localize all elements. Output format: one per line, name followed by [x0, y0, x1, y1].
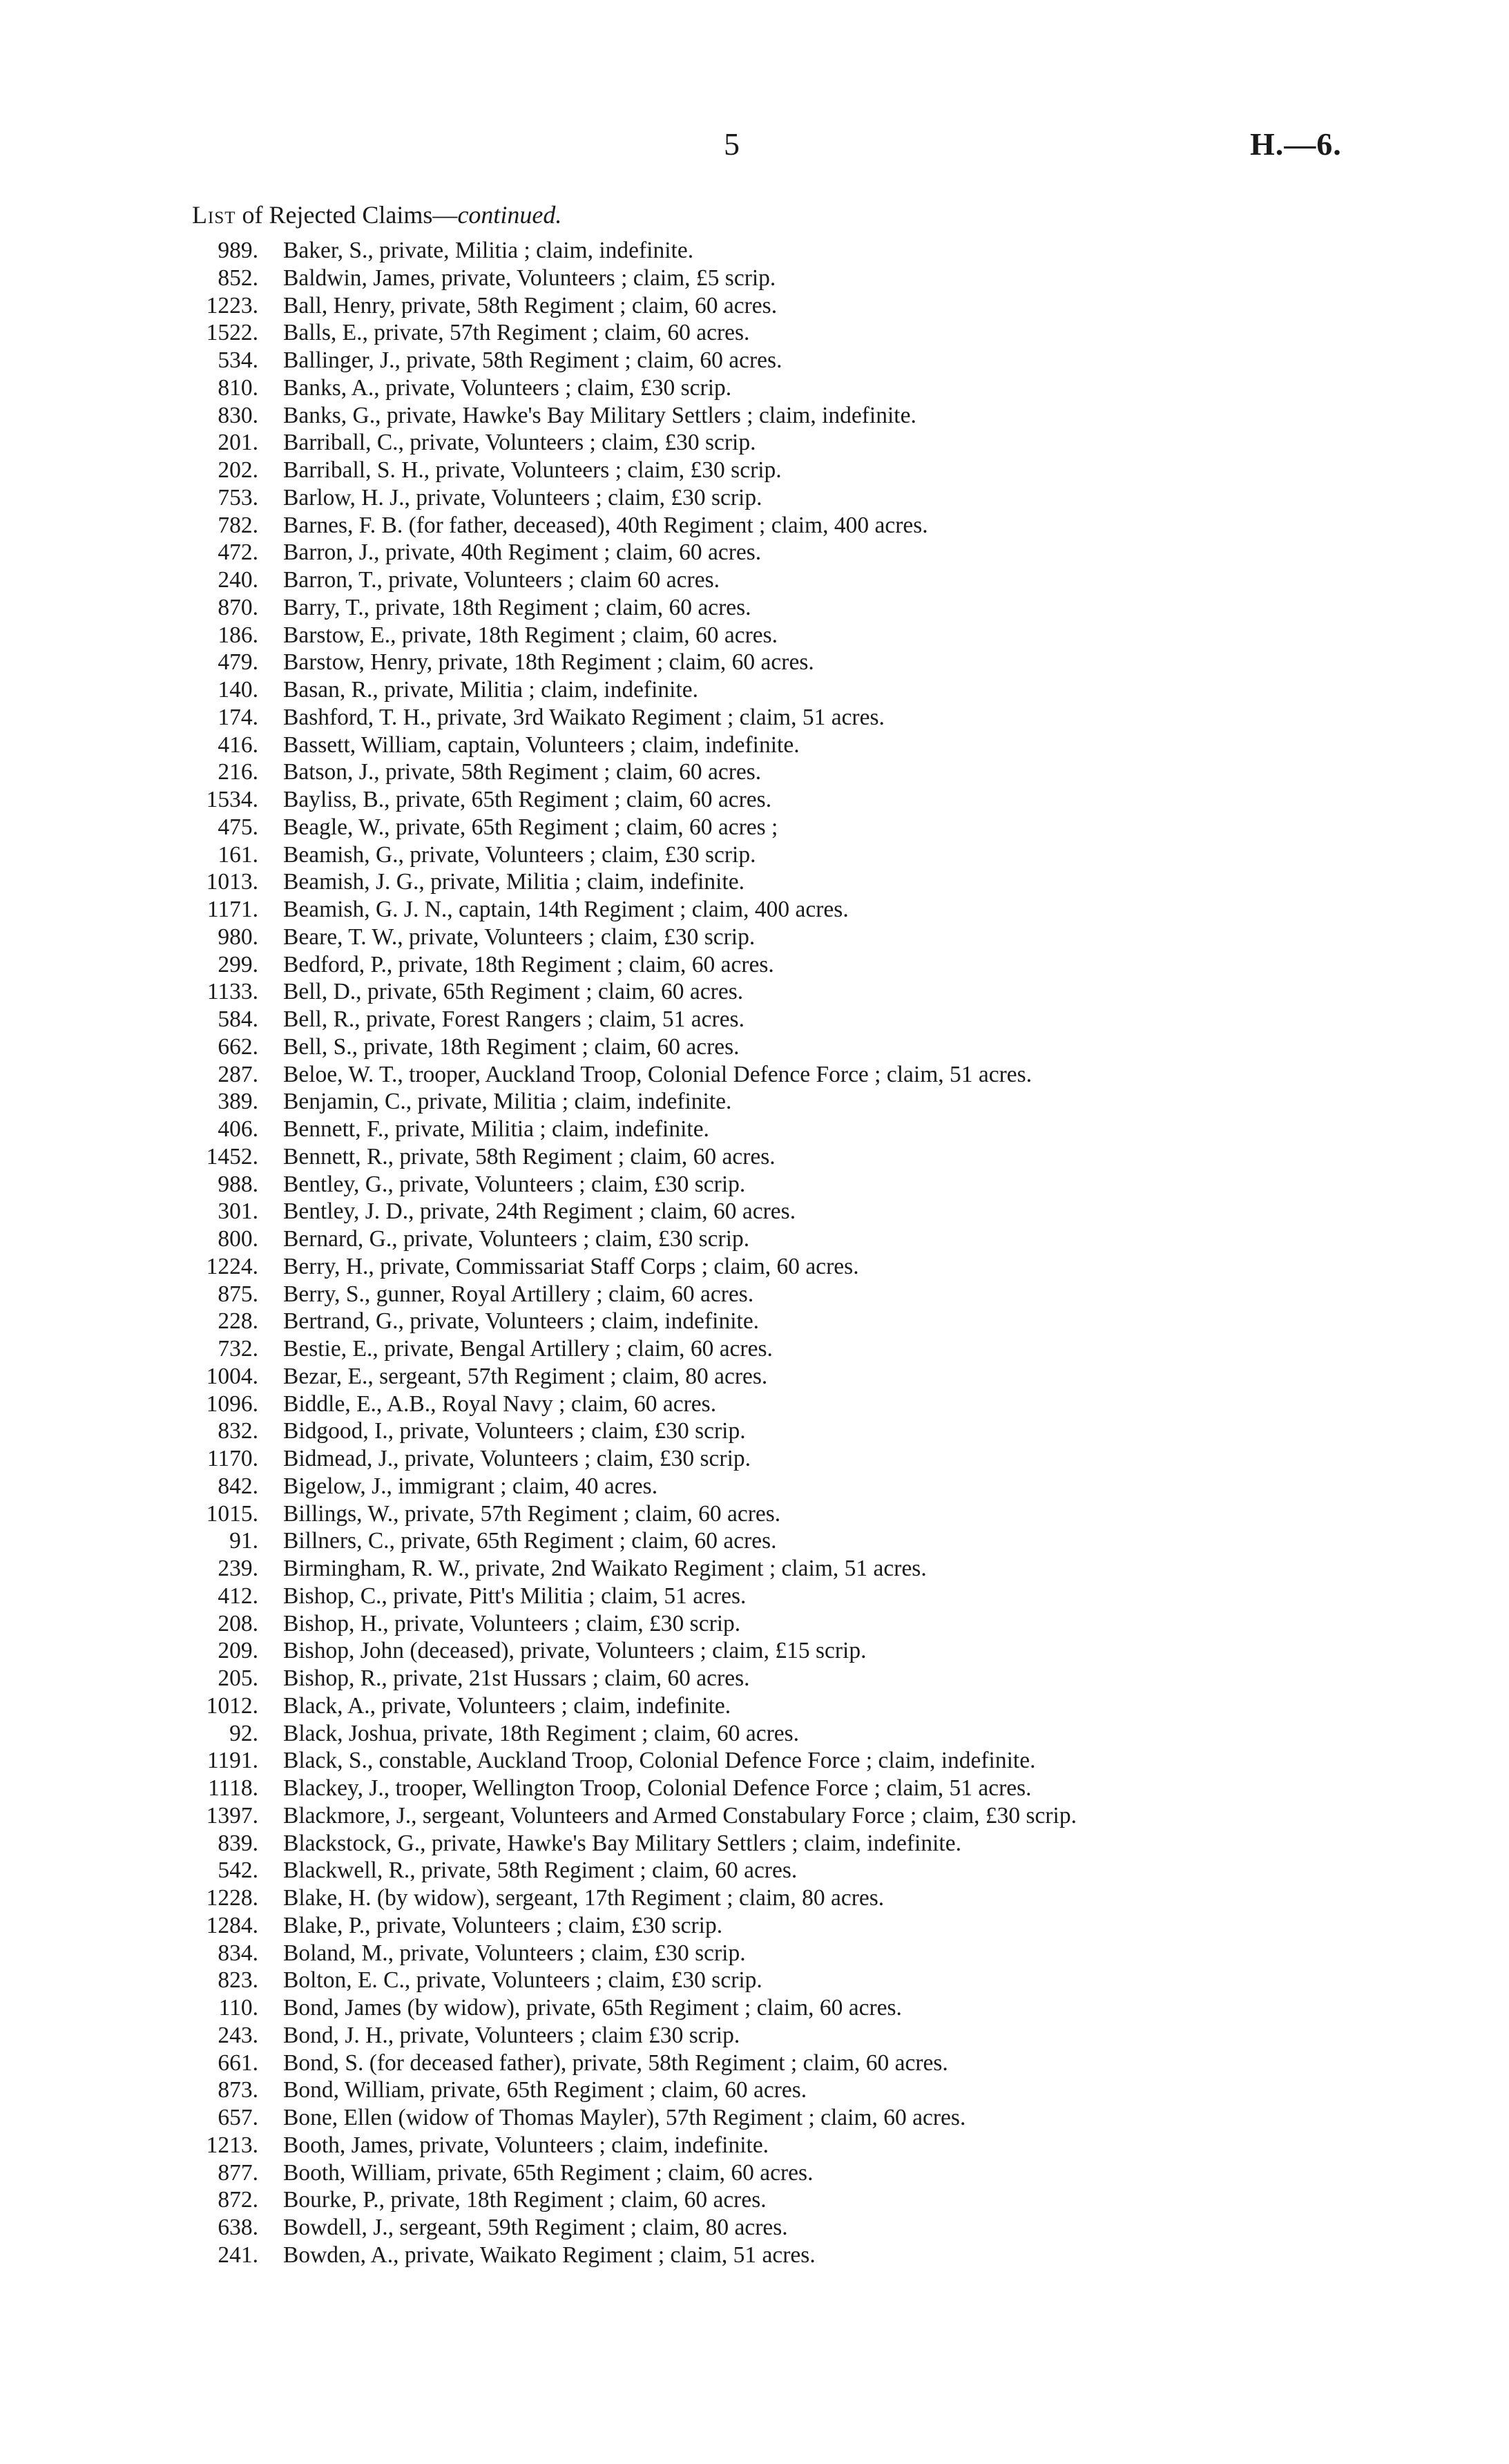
claim-number: 1170. [206, 1446, 258, 1471]
claim-description: Beamish, G., private, Volunteers ; claim, £30 scrip. [283, 841, 756, 868]
claim-number: 1224. [206, 1253, 258, 1279]
list-item [159, 1391, 1471, 1418]
claim-number: 1171. [206, 897, 258, 922]
list-item [159, 1720, 1471, 1748]
claim-number: 205. [218, 1665, 258, 1691]
claim-number: 287. [218, 1061, 258, 1087]
claim-description: Bishop, John (deceased), private, Volunteers ; claim, £15 scrip. [283, 1638, 867, 1664]
claim-number: 839. [218, 1830, 258, 1856]
list-item [159, 1802, 1471, 1830]
claim-number: 830. [218, 402, 258, 428]
list-item [159, 1583, 1471, 1610]
claim-description: Barron, T., private, Volunteers ; claim 60 acres. [283, 567, 720, 593]
claim-description: Blake, H. (by widow), sergeant, 17th Regiment ; claim, 80 acres. [283, 1885, 885, 1911]
claim-number: 1284. [206, 1912, 258, 1938]
claim-description: Bayliss, B., private, 65th Regiment ; claim, 60 acres. [283, 787, 772, 812]
list-item [159, 1527, 1471, 1555]
claim-description: Bentley, G., private, Volunteers ; claim, £30 scrip. [283, 1171, 746, 1197]
list-item [159, 1308, 1471, 1335]
claim-description: Bell, D., private, 65th Regiment ; claim, 60 acres. [283, 979, 744, 1005]
list-item [159, 758, 1471, 786]
list-item [159, 319, 1471, 347]
claim-number: 1228. [206, 1885, 258, 1911]
list-item [159, 2022, 1471, 2050]
list-item [159, 1198, 1471, 1225]
claim-description: Boland, M., private, Volunteers ; claim, £30 scrip. [283, 1940, 746, 1966]
claim-description: Bell, S., private, 18th Regiment ; claim, 60 acres. [283, 1033, 740, 1060]
page-number: 5 [724, 126, 740, 162]
rejected-claims-list [159, 237, 1471, 2269]
claim-description: Billners, C., private, 65th Regiment ; claim, 60 acres. [283, 1528, 777, 1554]
list-item [159, 457, 1471, 484]
claim-number: 406. [218, 1116, 258, 1142]
claim-number: 1015. [206, 1500, 258, 1527]
claim-number: 834. [218, 1940, 258, 1966]
claim-description: Beagle, W., private, 65th Regiment ; claim, 60 acres ; [283, 814, 778, 840]
claim-number: 209. [218, 1638, 258, 1664]
claim-number: 852. [218, 265, 258, 291]
claim-number: 1118. [208, 1775, 258, 1801]
claim-description: Beloe, W. T., trooper, Auckland Troop, Colonial Defence Force ; claim, 51 acres. [283, 1061, 1032, 1087]
claim-description: Blackwell, R., private, 58th Regiment ; claim, 60 acres. [283, 1857, 798, 1884]
claim-description: Bigelow, J., immigrant ; claim, 40 acres. [283, 1473, 658, 1499]
claim-number: 753. [218, 484, 258, 510]
list-item [159, 402, 1471, 430]
claim-number: 1534. [206, 787, 258, 812]
claim-description: Bond, S. (for deceased father), private, 58th Regiment ; claim, 60 acres. [283, 2050, 948, 2076]
claim-number: 479. [218, 649, 258, 676]
list-item [159, 1912, 1471, 1940]
claim-description: Booth, William, private, 65th Regiment ; claim, 60 acres. [283, 2159, 814, 2186]
claim-number: 1133. [206, 979, 258, 1005]
claim-number: 140. [218, 677, 258, 703]
claim-number: 534. [218, 347, 258, 373]
list-item [159, 1088, 1471, 1116]
claim-number: 662. [218, 1033, 258, 1060]
list-item [159, 1143, 1471, 1171]
claim-number: 241. [218, 2242, 258, 2268]
list-item [159, 1857, 1471, 1884]
claim-description: Ballinger, J., private, 58th Regiment ; claim, 60 acres. [283, 347, 782, 373]
claim-number: 657. [218, 2105, 258, 2130]
claim-number: 92. [229, 1720, 258, 1746]
list-item [159, 622, 1471, 649]
claim-number: 542. [218, 1857, 258, 1884]
claim-description: Bishop, H., private, Volunteers ; claim, £30 scrip. [283, 1610, 741, 1636]
claim-number: 823. [218, 1967, 258, 1994]
claim-description: Berry, S., gunner, Royal Artillery ; claim, 60 acres. [283, 1281, 754, 1307]
list-item [159, 1281, 1471, 1308]
claim-description: Black, A., private, Volunteers ; claim, indefinite. [283, 1692, 731, 1719]
claim-description: Balls, E., private, 57th Regiment ; claim, 60 acres. [283, 320, 750, 346]
claim-description: Barron, J., private, 40th Regiment ; claim, 60 acres. [283, 539, 762, 566]
claim-number: 875. [218, 1281, 258, 1307]
claim-number: 980. [218, 924, 258, 950]
document-reference: H.—6. [1250, 126, 1342, 162]
claim-description: Birmingham, R. W., private, 2nd Waikato Regiment ; claim, 51 acres. [283, 1556, 927, 1581]
list-item [159, 1116, 1471, 1143]
list-item [159, 924, 1471, 951]
claim-number: 661. [218, 2050, 258, 2076]
list-item [159, 951, 1471, 979]
claim-number: 800. [218, 1226, 258, 1252]
list-item [159, 1555, 1471, 1583]
list-item [159, 1940, 1471, 1967]
list-item [159, 676, 1471, 704]
claim-number: 91. [229, 1528, 258, 1554]
claim-number: 202. [218, 457, 258, 483]
list-item [159, 1473, 1471, 1500]
list-item [159, 2132, 1471, 2159]
list-item [159, 1994, 1471, 2022]
claim-description: Baldwin, James, private, Volunteers ; claim, £5 scrip. [283, 265, 776, 291]
list-item [159, 566, 1471, 594]
list-item [159, 2214, 1471, 2242]
claim-number: 870. [218, 594, 258, 620]
claim-number: 842. [218, 1473, 258, 1499]
claim-description: Beare, T. W., private, Volunteers ; claim, £30 scrip. [283, 924, 756, 950]
claim-description: Bidmead, J., private, Volunteers ; claim, £30 scrip. [283, 1446, 751, 1471]
list-item [159, 484, 1471, 512]
list-item [159, 1884, 1471, 1912]
heading-middle: of Rejected Claims— [236, 201, 458, 229]
claim-description: Blackstock, G., private, Hawke's Bay Military Settlers ; claim, indefinite. [283, 1830, 961, 1856]
list-item [159, 649, 1471, 676]
claim-number: 1223. [206, 292, 258, 318]
claim-number: 877. [218, 2159, 258, 2186]
claim-description: Bell, R., private, Forest Rangers ; claim, 51 acres. [283, 1006, 744, 1032]
claim-description: Barstow, Henry, private, 18th Regiment ; claim, 60 acres. [283, 649, 814, 676]
list-item [159, 1830, 1471, 1857]
claim-number: 810. [218, 374, 258, 401]
claim-description: Bourke, P., private, 18th Regiment ; claim, 60 acres. [283, 2187, 767, 2213]
claim-number: 110. [218, 1995, 258, 2021]
list-item [159, 1637, 1471, 1665]
claim-description: Bestie, E., private, Bengal Artillery ; claim, 60 acres. [283, 1336, 773, 1362]
claim-number: 638. [218, 2215, 258, 2240]
claim-description: Banks, G., private, Hawke's Bay Military Settlers ; claim, indefinite. [283, 402, 916, 428]
claim-description: Bernard, G., private, Volunteers ; claim, £30 scrip. [283, 1226, 750, 1252]
claim-number: 782. [218, 512, 258, 538]
claim-number: 161. [218, 841, 258, 868]
list-item [159, 1747, 1471, 1775]
claim-description: Bowden, A., private, Waikato Regiment ; claim, 51 acres. [283, 2242, 816, 2268]
list-item [159, 2159, 1471, 2187]
claim-description: Beamish, G. J. N., captain, 14th Regiment ; claim, 400 acres. [283, 897, 849, 922]
claim-number: 475. [218, 814, 258, 840]
list-item [159, 2076, 1471, 2104]
claim-description: Bennett, F., private, Militia ; claim, indefinite. [283, 1116, 709, 1142]
list-item [159, 374, 1471, 402]
claim-description: Batson, J., private, 58th Regiment ; claim, 60 acres. [283, 759, 762, 785]
claim-description: Bertrand, G., private, Volunteers ; claim, indefinite. [283, 1308, 760, 1335]
claim-description: Banks, A., private, Volunteers ; claim, £30 scrip. [283, 374, 732, 401]
list-item [159, 1665, 1471, 1692]
claim-number: 989. [218, 238, 258, 263]
list-item [159, 265, 1471, 292]
list-item [159, 1006, 1471, 1033]
list-item [159, 1225, 1471, 1253]
claim-description: Bond, William, private, 65th Regiment ; claim, 60 acres. [283, 2077, 807, 2103]
list-item [159, 237, 1471, 265]
claim-number: 1004. [206, 1363, 258, 1389]
list-item [159, 539, 1471, 566]
claim-number: 299. [218, 951, 258, 977]
list-item [159, 1610, 1471, 1638]
claim-description: Bashford, T. H., private, 3rd Waikato Regiment ; claim, 51 acres. [283, 704, 885, 730]
heading-prefix: List [192, 201, 236, 229]
claim-number: 832. [218, 1418, 258, 1444]
claim-description: Bone, Ellen (widow of Thomas Mayler), 57th Regiment ; claim, 60 acres. [283, 2105, 966, 2130]
claim-description: Barnes, F. B. (for father, deceased), 40th Regiment ; claim, 400 acres. [283, 512, 928, 538]
list-item [159, 841, 1471, 869]
claim-description: Billings, W., private, 57th Regiment ; claim, 60 acres. [283, 1500, 781, 1527]
list-item [159, 1171, 1471, 1198]
claim-description: Bishop, R., private, 21st Hussars ; claim, 60 acres. [283, 1665, 750, 1691]
claim-description: Basan, R., private, Militia ; claim, indefinite. [283, 677, 699, 703]
claim-number: 239. [218, 1556, 258, 1581]
claim-description: Bassett, William, captain, Volunteers ; claim, indefinite. [283, 732, 800, 758]
list-item [159, 1363, 1471, 1391]
claim-description: Beamish, J. G., private, Militia ; claim, indefinite. [283, 869, 745, 895]
claim-description: Bezar, E., sergeant, 57th Regiment ; claim, 80 acres. [283, 1363, 768, 1389]
claim-description: Bowdell, J., sergeant, 59th Regiment ; claim, 80 acres. [283, 2215, 788, 2240]
list-item [159, 2104, 1471, 2132]
claim-number: 1191. [206, 1748, 258, 1774]
list-item [159, 512, 1471, 539]
list-item [159, 1445, 1471, 1473]
claim-description: Barlow, H. J., private, Volunteers ; claim, £30 scrip. [283, 484, 762, 510]
claim-description: Bidgood, I., private, Volunteers ; claim, £30 scrip. [283, 1418, 746, 1444]
list-item [159, 786, 1471, 814]
claim-description: Biddle, E., A.B., Royal Navy ; claim, 60 acres. [283, 1391, 717, 1417]
list-item [159, 814, 1471, 841]
claim-description: Bentley, J. D., private, 24th Regiment ; claim, 60 acres. [283, 1198, 796, 1225]
claim-description: Bennett, R., private, 58th Regiment ; claim, 60 acres. [283, 1143, 776, 1169]
claim-number: 1213. [206, 2132, 258, 2158]
list-item [159, 1500, 1471, 1528]
claim-description: Ball, Henry, private, 58th Regiment ; claim, 60 acres. [283, 292, 778, 318]
claim-description: Benjamin, C., private, Militia ; claim, indefinite. [283, 1089, 732, 1115]
claim-description: Barstow, E., private, 18th Regiment ; claim, 60 acres. [283, 622, 778, 648]
claim-number: 584. [218, 1006, 258, 1032]
claim-description: Blackey, J., trooper, Wellington Troop, Colonial Defence Force ; claim, 51 acres. [283, 1775, 1032, 1801]
list-item [159, 732, 1471, 759]
claim-number: 389. [218, 1089, 258, 1115]
claim-description: Bond, James (by widow), private, 65th Regiment ; claim, 60 acres. [283, 1995, 902, 2021]
list-item [159, 1967, 1471, 1994]
claim-number: 1096. [206, 1391, 258, 1417]
list-item [159, 292, 1471, 320]
list-item [159, 978, 1471, 1006]
list-heading [192, 200, 561, 229]
claim-number: 988. [218, 1171, 258, 1197]
claim-description: Barriball, S. H., private, Volunteers ; claim, £30 scrip. [283, 457, 782, 483]
claim-number: 1012. [206, 1692, 258, 1719]
list-item [159, 1061, 1471, 1089]
heading-continued: continued. [457, 201, 562, 229]
list-item [159, 1335, 1471, 1363]
list-item [159, 1417, 1471, 1445]
list-item [159, 1253, 1471, 1281]
list-item [159, 896, 1471, 924]
claim-number: 1452. [206, 1143, 258, 1169]
claim-number: 174. [218, 704, 258, 730]
claim-description: Bolton, E. C., private, Volunteers ; claim, £30 scrip. [283, 1967, 762, 1994]
list-item [159, 594, 1471, 622]
claim-number: 186. [218, 622, 258, 648]
claim-number: 216. [218, 759, 258, 785]
claim-number: 201. [218, 430, 258, 456]
claim-number: 416. [218, 732, 258, 758]
claim-description: Blackmore, J., sergeant, Volunteers and Armed Constabulary Force ; claim, £30 scrip. [283, 1802, 1077, 1828]
claim-number: 872. [218, 2187, 258, 2213]
claim-description: Bishop, C., private, Pitt's Militia ; claim, 51 acres. [283, 1583, 747, 1609]
claim-description: Bond, J. H., private, Volunteers ; claim £30 scrip. [283, 2022, 740, 2048]
list-item [159, 868, 1471, 896]
claim-number: 243. [218, 2022, 258, 2048]
list-item [159, 2242, 1471, 2269]
claim-number: 472. [218, 539, 258, 566]
claim-description: Barry, T., private, 18th Regiment ; claim, 60 acres. [283, 594, 751, 620]
list-item [159, 1775, 1471, 1802]
claim-number: 1397. [206, 1802, 258, 1828]
claim-number: 873. [218, 2077, 258, 2103]
claim-number: 412. [218, 1583, 258, 1609]
list-item [159, 347, 1471, 374]
claim-description: Booth, James, private, Volunteers ; claim, indefinite. [283, 2132, 769, 2158]
list-item [159, 704, 1471, 732]
claim-description: Blake, P., private, Volunteers ; claim, £30 scrip. [283, 1912, 723, 1938]
claim-number: 208. [218, 1610, 258, 1636]
claim-number: 1522. [206, 320, 258, 346]
claim-description: Bedford, P., private, 18th Regiment ; claim, 60 acres. [283, 951, 774, 977]
claim-description: Berry, H., private, Commissariat Staff Corps ; claim, 60 acres. [283, 1253, 859, 1279]
list-item [159, 2050, 1471, 2077]
claim-number: 1013. [206, 869, 258, 895]
list-item [159, 1033, 1471, 1061]
claim-description: Baker, S., private, Militia ; claim, indefinite. [283, 238, 694, 263]
claim-number: 301. [218, 1198, 258, 1225]
claim-number: 228. [218, 1308, 258, 1335]
claim-number: 732. [218, 1336, 258, 1362]
list-item [159, 1692, 1471, 1720]
claim-description: Black, Joshua, private, 18th Regiment ; claim, 60 acres. [283, 1720, 800, 1746]
claim-number: 240. [218, 567, 258, 593]
claim-description: Black, S., constable, Auckland Troop, Colonial Defence Force ; claim, indefinite. [283, 1748, 1036, 1774]
list-item [159, 2186, 1471, 2214]
claim-description: Barriball, C., private, Volunteers ; claim, £30 scrip. [283, 430, 756, 456]
list-item [159, 429, 1471, 457]
